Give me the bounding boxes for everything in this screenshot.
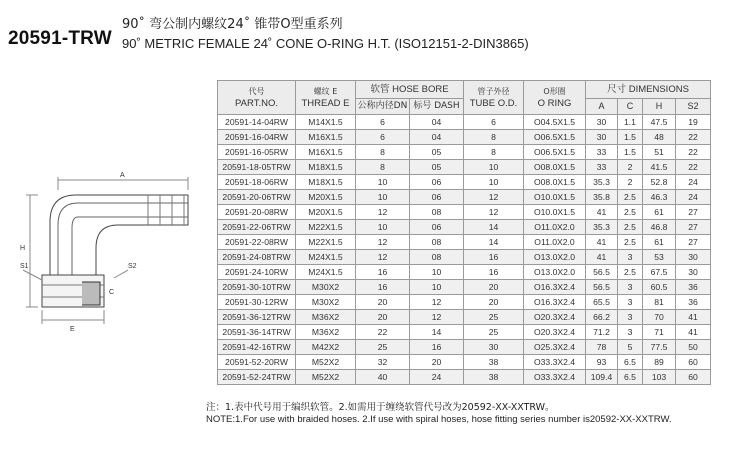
cell-h: 46.3: [643, 190, 676, 205]
cell-dn: 10: [356, 220, 410, 235]
fitting-drawing: [18, 150, 218, 350]
cell-a: 66.2: [586, 310, 618, 325]
cell-tube-od: 12: [464, 190, 524, 205]
cell-h: 77.5: [643, 340, 676, 355]
table-body: [218, 115, 711, 385]
cell-o-ring: O25.3X2.4: [524, 340, 586, 355]
cell-a: 35.8: [586, 190, 618, 205]
cell-dash: 05: [410, 145, 464, 160]
cell-thread: M30X2: [296, 295, 356, 310]
cell-s2: 22: [676, 130, 711, 145]
dim-label-s2: S2: [128, 263, 137, 270]
dim-label-s1: S1: [20, 263, 29, 270]
cell-tube-od: 14: [464, 220, 524, 235]
table-row: [218, 190, 711, 205]
cell-thread: M20X1.5: [296, 205, 356, 220]
table-row: [218, 145, 711, 160]
cell-o-ring: O33.3X2.4: [524, 355, 586, 370]
hose-tail-ribs: [148, 195, 184, 225]
cell-h: 81: [643, 295, 676, 310]
cell-s2: 30: [676, 250, 711, 265]
cell-o-ring: O06.5X1.5: [524, 145, 586, 160]
cell-h: 70: [643, 310, 676, 325]
cell-h: 61: [643, 205, 676, 220]
cell-a: 109.4: [586, 370, 618, 385]
header-dash: 标号 DASH: [410, 99, 464, 115]
dim-label-h: H: [20, 245, 26, 252]
cell-part-no: 20591-52-20RW: [218, 355, 296, 370]
cell-c: 3: [618, 295, 643, 310]
cell-s2: 36: [676, 295, 711, 310]
cell-part-no: 20591-30-10TRW: [218, 280, 296, 295]
cell-dash: 08: [410, 250, 464, 265]
cell-a: 35.3: [586, 175, 618, 190]
cell-s2: 27: [676, 235, 711, 250]
cell-h: 61: [643, 235, 676, 250]
cell-o-ring: O11.0X2.0: [524, 235, 586, 250]
table-row: [218, 280, 711, 295]
cell-part-no: 20591-42-16TRW: [218, 340, 296, 355]
cell-h: 67.5: [643, 265, 676, 280]
cell-c: 2.5: [618, 220, 643, 235]
table-row: [218, 370, 711, 385]
header-s2: S2: [676, 99, 711, 115]
cell-dash: 16: [410, 340, 464, 355]
cell-tube-od: 20: [464, 295, 524, 310]
cell-tube-od: 8: [464, 130, 524, 145]
cell-dn: 20: [356, 310, 410, 325]
cell-a: 56.5: [586, 280, 618, 295]
cell-dn: 40: [356, 370, 410, 385]
dim-label-e: E: [70, 326, 75, 333]
cell-h: 41.5: [643, 160, 676, 175]
cell-o-ring: O06.5X1.5: [524, 130, 586, 145]
cell-c: 3: [618, 280, 643, 295]
cell-c: 2.5: [618, 190, 643, 205]
cell-dash: 12: [410, 310, 464, 325]
cell-a: 41: [586, 205, 618, 220]
cell-c: 2.5: [618, 265, 643, 280]
cell-h: 46.8: [643, 220, 676, 235]
cell-dash: 24: [410, 370, 464, 385]
cell-part-no: 20591-18-06RW: [218, 175, 296, 190]
cell-part-no: 20591-16-04RW: [218, 130, 296, 145]
table-row: [218, 265, 711, 280]
cell-part-no: 20591-16-05RW: [218, 145, 296, 160]
cell-c: 2.5: [618, 205, 643, 220]
cell-tube-od: 20: [464, 280, 524, 295]
cell-thread: M22X1.5: [296, 220, 356, 235]
cell-dash: 04: [410, 115, 464, 130]
cell-dn: 32: [356, 355, 410, 370]
cell-dn: 6: [356, 115, 410, 130]
cell-part-no: 20591-22-06TRW: [218, 220, 296, 235]
table-row: [218, 235, 711, 250]
dim-label-a: A: [120, 172, 125, 179]
table-row: [218, 220, 711, 235]
cell-c: 1.5: [618, 145, 643, 160]
table-row: [218, 130, 711, 145]
cell-o-ring: O13.0X2.0: [524, 250, 586, 265]
cell-thread: M16X1.5: [296, 145, 356, 160]
cell-thread: M36X2: [296, 310, 356, 325]
cell-s2: 60: [676, 370, 711, 385]
cell-thread: M20X1.5: [296, 190, 356, 205]
note-english: NOTE:1.For use with braided hoses. 2.If use with spiral hoses, hose fitting series number is20592-XX-XXTRW.: [206, 414, 672, 425]
cell-o-ring: O10.0X1.5: [524, 190, 586, 205]
cell-part-no: 20591-18-05TRW: [218, 160, 296, 175]
cell-h: 51: [643, 145, 676, 160]
cell-dash: 14: [410, 325, 464, 340]
dim-line-s1: [23, 270, 42, 280]
cell-dn: 12: [356, 250, 410, 265]
cell-s2: 19: [676, 115, 711, 130]
cell-dn: 8: [356, 145, 410, 160]
cell-dash: 12: [410, 295, 464, 310]
table-row: [218, 340, 711, 355]
cell-tube-od: 8: [464, 145, 524, 160]
cell-thread: M52X2: [296, 370, 356, 385]
title-english: 90˚ METRIC FEMALE 24˚ CONE O-RING H.T. (ISO12151-2-DIN3865): [122, 36, 529, 51]
cell-o-ring: O16.3X2.4: [524, 280, 586, 295]
cell-a: 56.5: [586, 265, 618, 280]
cell-c: 1.1: [618, 115, 643, 130]
cell-part-no: 20591-24-08TRW: [218, 250, 296, 265]
cell-o-ring: O11.0X2.0: [524, 220, 586, 235]
cell-thread: M52X2: [296, 355, 356, 370]
header-dn: 公称内径DN: [356, 99, 410, 115]
cell-part-no: 20591-36-14TRW: [218, 325, 296, 340]
cell-h: 52.8: [643, 175, 676, 190]
cell-h: 71: [643, 325, 676, 340]
cell-dash: 20: [410, 355, 464, 370]
cell-dn: 12: [356, 235, 410, 250]
cell-thread: M24X1.5: [296, 265, 356, 280]
cell-dn: 25: [356, 340, 410, 355]
cell-s2: 27: [676, 205, 711, 220]
cell-dash: 06: [410, 190, 464, 205]
cell-dash: 10: [410, 280, 464, 295]
dimensions-table: [217, 80, 711, 385]
cell-o-ring: O16.3X2.4: [524, 295, 586, 310]
product-code: 20591-TRW: [8, 28, 112, 49]
cell-part-no: 20591-14-04RW: [218, 115, 296, 130]
cell-part-no: 20591-20-06TRW: [218, 190, 296, 205]
cell-s2: 30: [676, 265, 711, 280]
elbow-bore-curve: [58, 203, 78, 275]
cell-thread: M18X1.5: [296, 160, 356, 175]
cell-tube-od: 16: [464, 250, 524, 265]
cell-dn: 8: [356, 160, 410, 175]
cell-tube-od: 6: [464, 115, 524, 130]
table-row: [218, 175, 711, 190]
cell-tube-od: 30: [464, 340, 524, 355]
header-a: A: [586, 99, 618, 115]
cell-a: 33: [586, 145, 618, 160]
cell-thread: M16X1.5: [296, 130, 356, 145]
header-h: H: [643, 99, 676, 115]
cell-o-ring: O10.0X1.5: [524, 205, 586, 220]
cell-dn: 20: [356, 295, 410, 310]
dim-label-c: C: [109, 289, 115, 296]
header-tube-od: 管子外径 TUBE O.D.: [464, 81, 524, 115]
cell-tube-od: 38: [464, 370, 524, 385]
cell-s2: 22: [676, 145, 711, 160]
cell-dash: 05: [410, 160, 464, 175]
cell-c: 6.5: [618, 355, 643, 370]
cell-o-ring: O20.3X2.4: [524, 325, 586, 340]
cell-a: 33: [586, 160, 618, 175]
cell-thread: M24X1.5: [296, 250, 356, 265]
cell-thread: M42X2: [296, 340, 356, 355]
cell-a: 65.5: [586, 295, 618, 310]
cell-tube-od: 14: [464, 235, 524, 250]
cell-dn: 16: [356, 280, 410, 295]
cell-s2: 41: [676, 310, 711, 325]
cell-o-ring: O13.0X2.0: [524, 265, 586, 280]
header-c: C: [618, 99, 643, 115]
cell-part-no: 20591-52-24TRW: [218, 370, 296, 385]
cell-tube-od: 10: [464, 160, 524, 175]
table-row: [218, 250, 711, 265]
cell-a: 78: [586, 340, 618, 355]
cell-s2: 27: [676, 220, 711, 235]
cell-h: 47.5: [643, 115, 676, 130]
cell-s2: 24: [676, 175, 711, 190]
nut-section-hatch: [82, 282, 100, 305]
cell-part-no: 20591-24-10RW: [218, 265, 296, 280]
cell-s2: 24: [676, 190, 711, 205]
table-row: [218, 310, 711, 325]
cell-a: 41: [586, 235, 618, 250]
cell-s2: 41: [676, 325, 711, 340]
cell-c: 3: [618, 310, 643, 325]
cell-c: 6.5: [618, 370, 643, 385]
cell-tube-od: 25: [464, 310, 524, 325]
cell-s2: 22: [676, 160, 711, 175]
cell-o-ring: O33.3X2.4: [524, 370, 586, 385]
cell-c: 5: [618, 340, 643, 355]
cell-thread: M18X1.5: [296, 175, 356, 190]
table-row: [218, 325, 711, 340]
header-part-no: 代号 PART.NO.: [218, 81, 296, 115]
note-chinese: 注：1.表中代号用于编织软管。2.如需用于缠绕软管代号改为20592-XX-XXTRW。: [206, 402, 555, 413]
cell-a: 41: [586, 250, 618, 265]
cell-tube-od: 16: [464, 265, 524, 280]
cell-tube-od: 12: [464, 205, 524, 220]
cell-h: 60.5: [643, 280, 676, 295]
cell-a: 30: [586, 115, 618, 130]
cell-dash: 04: [410, 130, 464, 145]
cell-c: 1.5: [618, 130, 643, 145]
cell-a: 35.3: [586, 220, 618, 235]
cell-a: 71.2: [586, 325, 618, 340]
cell-part-no: 20591-20-08RW: [218, 205, 296, 220]
cell-part-no: 20591-30-12RW: [218, 295, 296, 310]
cell-tube-od: 25: [464, 325, 524, 340]
cell-o-ring: O04.5X1.5: [524, 115, 586, 130]
cell-s2: 60: [676, 355, 711, 370]
cell-tube-od: 38: [464, 355, 524, 370]
cell-c: 2: [618, 175, 643, 190]
header-hose-bore: 软管 HOSE BORE: [356, 81, 464, 99]
cell-thread: M22X1.5: [296, 235, 356, 250]
cell-c: 3: [618, 250, 643, 265]
cell-tube-od: 10: [464, 175, 524, 190]
cell-a: 30: [586, 130, 618, 145]
cell-o-ring: O20.3X2.4: [524, 310, 586, 325]
cell-thread: M14X1.5: [296, 115, 356, 130]
cell-dn: 16: [356, 265, 410, 280]
cell-part-no: 20591-36-12TRW: [218, 310, 296, 325]
cell-h: 103: [643, 370, 676, 385]
table-row: [218, 205, 711, 220]
cell-dn: 10: [356, 190, 410, 205]
cell-h: 89: [643, 355, 676, 370]
cell-thread: M30X2: [296, 280, 356, 295]
cell-s2: 50: [676, 340, 711, 355]
cell-h: 53: [643, 250, 676, 265]
cell-dn: 22: [356, 325, 410, 340]
cell-dash: 08: [410, 235, 464, 250]
header-thread: 螺纹 E THREAD E: [296, 81, 356, 115]
table-row: [218, 115, 711, 130]
cell-dash: 06: [410, 175, 464, 190]
cell-dash: 10: [410, 265, 464, 280]
cell-dn: 10: [356, 175, 410, 190]
table-row: [218, 160, 711, 175]
header-o-ring: O形圈 O RING: [524, 81, 586, 115]
cell-dn: 12: [356, 205, 410, 220]
cell-dash: 06: [410, 220, 464, 235]
table-row: [218, 295, 711, 310]
cell-s2: 36: [676, 280, 711, 295]
cell-c: 2: [618, 160, 643, 175]
cell-o-ring: O08.0X1.5: [524, 160, 586, 175]
cell-c: 2.5: [618, 235, 643, 250]
dim-line-s2: [114, 270, 128, 278]
cell-part-no: 20591-22-08RW: [218, 235, 296, 250]
header-dimensions: 尺寸 DIMENSIONS: [586, 81, 711, 99]
cell-h: 48: [643, 130, 676, 145]
cell-a: 93: [586, 355, 618, 370]
cell-c: 3: [618, 325, 643, 340]
cell-dash: 08: [410, 205, 464, 220]
cell-o-ring: O08.0X1.5: [524, 175, 586, 190]
cell-dn: 6: [356, 130, 410, 145]
cell-thread: M36X2: [296, 325, 356, 340]
table-row: [218, 355, 711, 370]
title-chinese: 90˚ 弯公制内螺纹24˚ 锥带O型重系列: [122, 17, 343, 32]
